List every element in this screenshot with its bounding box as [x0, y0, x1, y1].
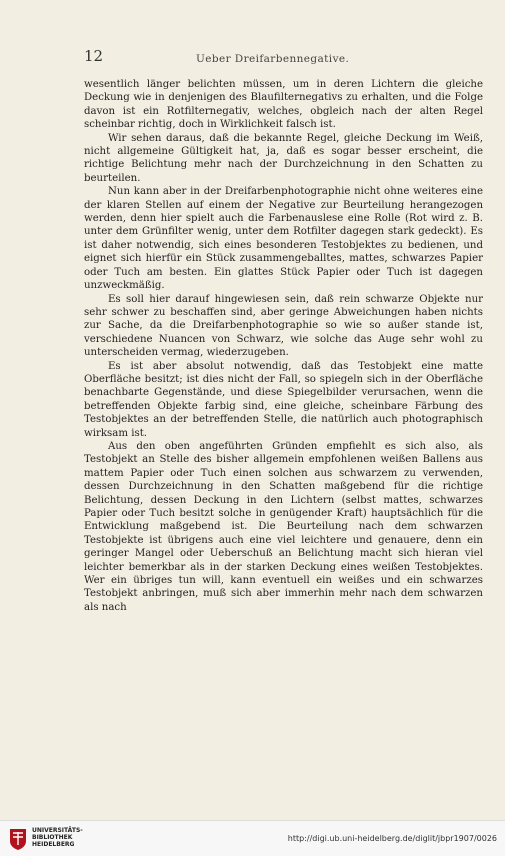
paragraph: wesentlich länger belichten müssen, um in deren Lichtern die gleiche Deckung wie in denjenigen des Blaufilternegativs zu erhalten, und die Folge davon ist ein Rotfilternegativ, welches, obgleich nach der alten Regel scheinbar richtig, doch in Wirklichkeit falsch ist.: [84, 79, 483, 131]
page-number: 12: [84, 47, 104, 65]
paragraph: Nun kann aber in der Dreifarbenphotographie nicht ohne weiteres eine der klaren Stellen auf einem der Negative zur Beurteilung herangezogen werden, denn hier spielt auch die Farbenauslese eine Rolle (Rot wird z. B. unter dem Grünfilter wenig, unter dem Rotfilter dagegen stark gedeckt). Es ist daher notwendig, sich eines besonderen Testobjektes zu bedienen, und eignet sich hierfür ein Stück zusammengeballtes, mattes, schwarzes Papier oder Tuch am besten. Ein glattes Stück Papier oder Tuch ist dagegen unzweckmäßig.: [84, 186, 483, 292]
paragraph: Es ist aber absolut notwendig, daß das Testobjekt eine matte Oberfläche besitzt; ist dies nicht der Fall, so spiegeln sich in der Oberfläche benachbarte Gegenstände, und diese Spiegelbilder verursachen, wenn die betreffenden Objekte farbig sind, eine gleiche, scheinbare Färbung des Testobjektes an der betreffenden Stelle, die natürlich auch photographisch wirksam ist.: [84, 360, 483, 439]
running-head: Ueber Dreifarbennegative.: [196, 53, 350, 65]
viewer-footer: [0, 820, 505, 856]
library-name: UNIVERSITÄTS- BIBLIOTHEK HEIDELBERG: [32, 827, 83, 849]
paragraph: Aus den oben angeführten Gründen empfiehlt es sich also, als Testobjekt an Stelle des bisher allgemein empfohlenen weißen Ballens aus mattem Papier oder Tuch einen solchen aus schwarzem zu verwenden, dessen Durchzeichnung in den Schatten maßgebend für die richtige Belichtung, dessen Deckung in den Lichtern (selbst mattes, schwarzes Papier oder Tuch besitzt solche in genügender Kraft) hauptsächlich für die Entwicklung maßgebend ist. Die Beurteilung nach dem schwarzen Testobjekte ist übrigens auch eine viel leichtere und genauere, denn ein geringer Mangel oder Ueberschuß an Belichtung macht sich hieran viel leichter bemerkbar als in der starken Deckung eines weißen Testobjektes. Wer ein übriges tun will, kann eventuell ein weißes und ein schwarzes Testobjekt anbringen, muß sich aber immerhin mehr nach dem schwarzen als nach: [84, 440, 483, 613]
paragraph: Es soll hier darauf hingewiesen sein, daß rein schwarze Objekte nur sehr schwer zu beschaffen sind, aber geringe Abweichungen haben nichts zur Sache, da die Dreifarbenphotographie so wie so außer stande ist, verschiedene Nuancen von Schwarz, wie solche das Auge sehr wohl zu unterscheiden vermag, wiederzugeben.: [84, 293, 483, 359]
paragraph: Wir sehen daraus, daß die bekannte Regel, gleiche Deckung im Weiß, nicht allgemeine Gültigkeit hat, ja, daß es sogar besser erscheint, die richtige Belichtung mehr nach der Durchzeichnung in den Schatten zu beurteilen.: [84, 132, 483, 184]
body-text: [84, 78, 483, 614]
university-seal-icon: [8, 827, 28, 851]
permalink-url[interactable]: http://digi.ub.uni-heidelberg.de/diglit/jbpr1907/0026: [287, 834, 497, 843]
